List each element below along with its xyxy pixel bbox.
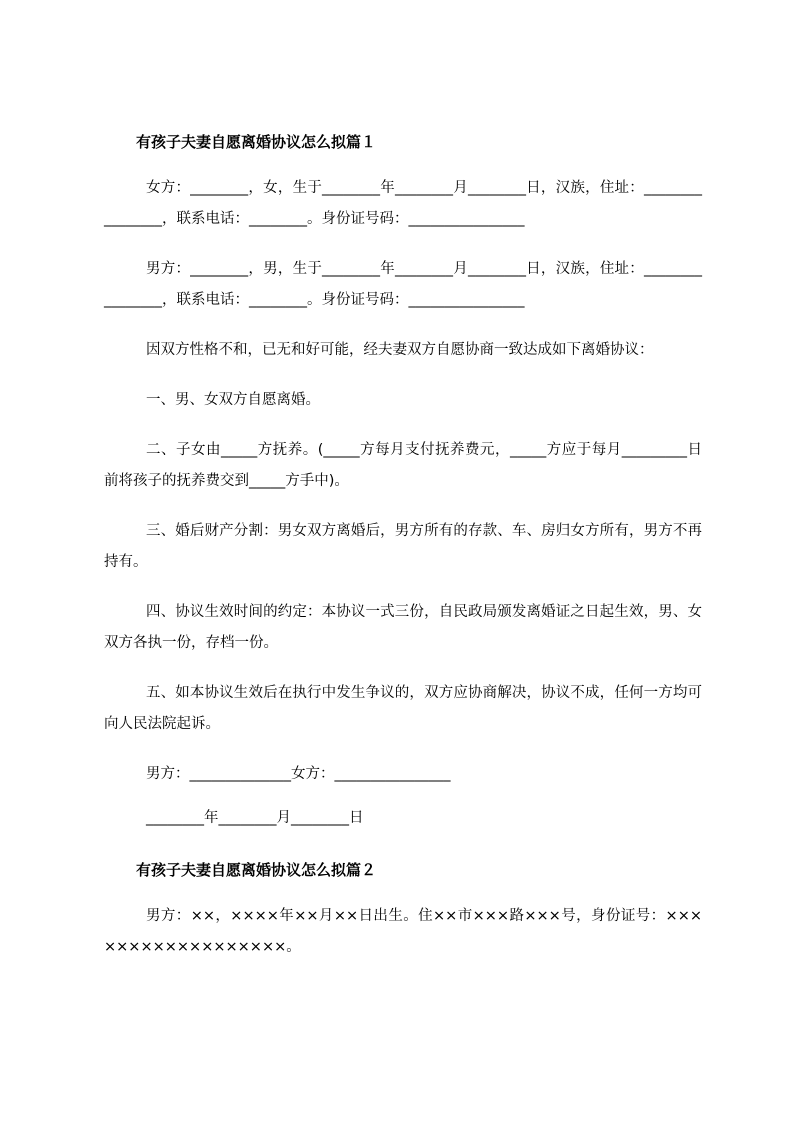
document-body (104, 130, 702, 963)
husband-info-paragraph: 男方：________，男，生于________年________月________日，汉族，住址：________________，联系电话：________。身份证号码：________________ (104, 261, 702, 308)
clause-2-paragraph: 二、子女由_____方抚养。(_____方每月支付抚养费元，_____方应于每月_________日前将孩子的抚养费交到_____方手中)。 (104, 442, 702, 489)
wife-info-paragraph: 女方：________，女，生于________年________月________日，汉族，住址：________________，联系电话：________。身份证号码：________________ (104, 180, 702, 227)
agreement-intro-paragraph: 因双方性格不和，已无和好可能，经夫妻双方自愿协商一致达成如下离婚协议： (146, 342, 654, 358)
clause-4-paragraph: 四、协议生效时间的约定：本协议一式三份，自民政局颁发离婚证之日起生效，男、女双方各执一份，存档一份。 (104, 604, 702, 651)
signature-line: 男方：______________女方：________________ (146, 766, 451, 782)
section-2-husband-info-paragraph: 男方：××，××××年××月××日出生。住××市×××路×××号，身份证号：××××××××××××××××××。 (104, 908, 702, 955)
clause-3-paragraph: 三、婚后财产分割：男女双方离婚后，男方所有的存款、车、房归女方所有，男方不再持有。 (104, 523, 702, 570)
section-1-heading: 有孩子夫妻自愿离婚协议怎么拟篇１ (136, 133, 377, 151)
date-line: ________年________月________日 (146, 810, 364, 826)
clause-5-paragraph: 五、如本协议生效后在执行中发生争议的，双方应协商解决，协议不成，任何一方均可向人民法院起诉。 (104, 685, 702, 732)
section-2-heading: 有孩子夫妻自愿离婚协议怎么拟篇２ (136, 861, 377, 879)
clause-1-paragraph: 一、男、女双方自愿离婚。 (146, 392, 320, 408)
